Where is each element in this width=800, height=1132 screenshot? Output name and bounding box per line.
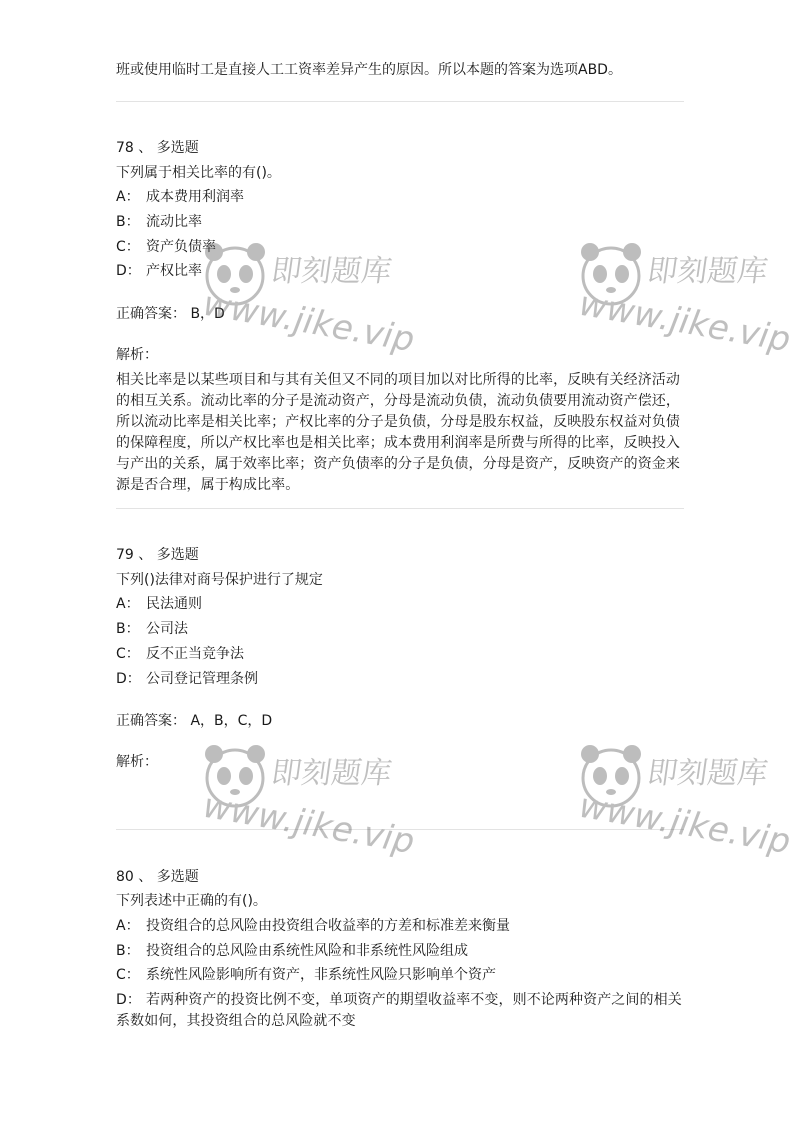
option-text: 反不正当竞争法	[146, 646, 244, 662]
option-c	[116, 644, 244, 664]
watermark-brand: 即刻题库	[269, 254, 394, 289]
option-b	[116, 941, 468, 961]
panda-logo-icon	[576, 740, 646, 810]
watermark-url: www.jike.vip	[576, 785, 794, 863]
analysis-text: 相关比率是以某些项目和与其有关但又不同的项目加以对比所得的比率，反映有关经济活动的相互关系。流动比率的分子是流动资产，分母是流动负债，流动负债要用流动资产偿还，所以流动比率是相关比率；产权比率的分子是负债，分母是股东权益，反映股东权益对负债的保障程度，所以产权比率也是相关比率；成本费用利润率是所费与所得的比率，反映投入与产出的关系，属于效率比率；资产负债率的分子是负债，分母是资产，反映资产的资金来源是否合理，属于构成比率。	[116, 372, 680, 493]
option-key: D：	[116, 263, 141, 279]
divider	[116, 101, 684, 102]
option-key: D：	[116, 671, 141, 687]
option-c	[116, 965, 496, 985]
option-key: A：	[116, 918, 140, 934]
question-header: 78 、 多选题	[116, 140, 199, 156]
question-stem: 下列()法律对商号保护进行了规定	[116, 572, 323, 588]
watermark-url: www.jike.vip	[200, 785, 418, 863]
option-text: 流动比率	[146, 214, 202, 230]
question-stem: 下列属于相关比率的有()。	[116, 165, 281, 181]
option-text: 若两种资产的投资比例不变，单项资产的期望收益率不变，则不论两种资产之间的相关系数如何，其投资组合的总风险就不变	[116, 992, 682, 1029]
option-text: 民法通则	[146, 596, 202, 612]
watermark-brand: 即刻题库	[269, 756, 394, 791]
panda-logo-icon	[576, 238, 646, 308]
option-key: A：	[116, 189, 140, 205]
option-c	[116, 237, 216, 257]
option-d	[116, 261, 202, 281]
correct-answer: 正确答案： B，D	[116, 306, 225, 322]
question-header: 79 、 多选题	[116, 547, 199, 563]
option-text: 产权比率	[146, 263, 202, 279]
option-key: C：	[116, 646, 140, 662]
divider	[116, 829, 684, 830]
option-d	[116, 990, 688, 1032]
option-text: 系统性风险影响所有资产，非系统性风险只影响单个资产	[146, 967, 496, 983]
option-key: C：	[116, 967, 140, 983]
divider	[116, 508, 684, 509]
option-a	[116, 594, 202, 614]
watermark	[572, 238, 794, 378]
option-text: 资产负债率	[146, 239, 216, 255]
option-key: B：	[116, 621, 140, 637]
option-a	[116, 187, 244, 207]
option-b	[116, 212, 202, 232]
watermark	[572, 740, 794, 880]
watermark	[196, 238, 426, 378]
option-b	[116, 619, 188, 639]
option-key: A：	[116, 596, 140, 612]
option-key: B：	[116, 214, 140, 230]
option-text: 公司登记管理条例	[146, 671, 258, 687]
watermark-url: www.jike.vip	[200, 283, 418, 361]
option-text: 成本费用利润率	[146, 189, 244, 205]
intro-text: 班或使用临时工是直接人工工资率差异产生的原因。所以本题的答案为选项ABD。	[116, 62, 622, 78]
watermark-url: www.jike.vip	[576, 283, 794, 361]
question-stem: 下列表述中正确的有()。	[116, 893, 267, 909]
option-a	[116, 916, 510, 936]
correct-answer: 正确答案： A，B，C，D	[116, 713, 273, 729]
option-key: D：	[116, 992, 141, 1008]
option-d	[116, 669, 258, 689]
option-text: 投资组合的总风险由系统性风险和非系统性风险组成	[146, 943, 468, 959]
analysis-label: 解析：	[116, 754, 158, 770]
question-header: 80 、 多选题	[116, 869, 199, 885]
watermark-brand: 即刻题库	[645, 254, 770, 289]
panda-logo-icon	[200, 740, 270, 810]
option-text: 投资组合的总风险由投资组合收益率的方差和标准差来衡量	[146, 918, 510, 934]
analysis-label: 解析：	[116, 347, 158, 363]
option-key: B：	[116, 943, 140, 959]
option-text: 公司法	[146, 621, 188, 637]
option-key: C：	[116, 239, 140, 255]
watermark	[196, 740, 426, 880]
watermark-brand: 即刻题库	[645, 756, 770, 791]
